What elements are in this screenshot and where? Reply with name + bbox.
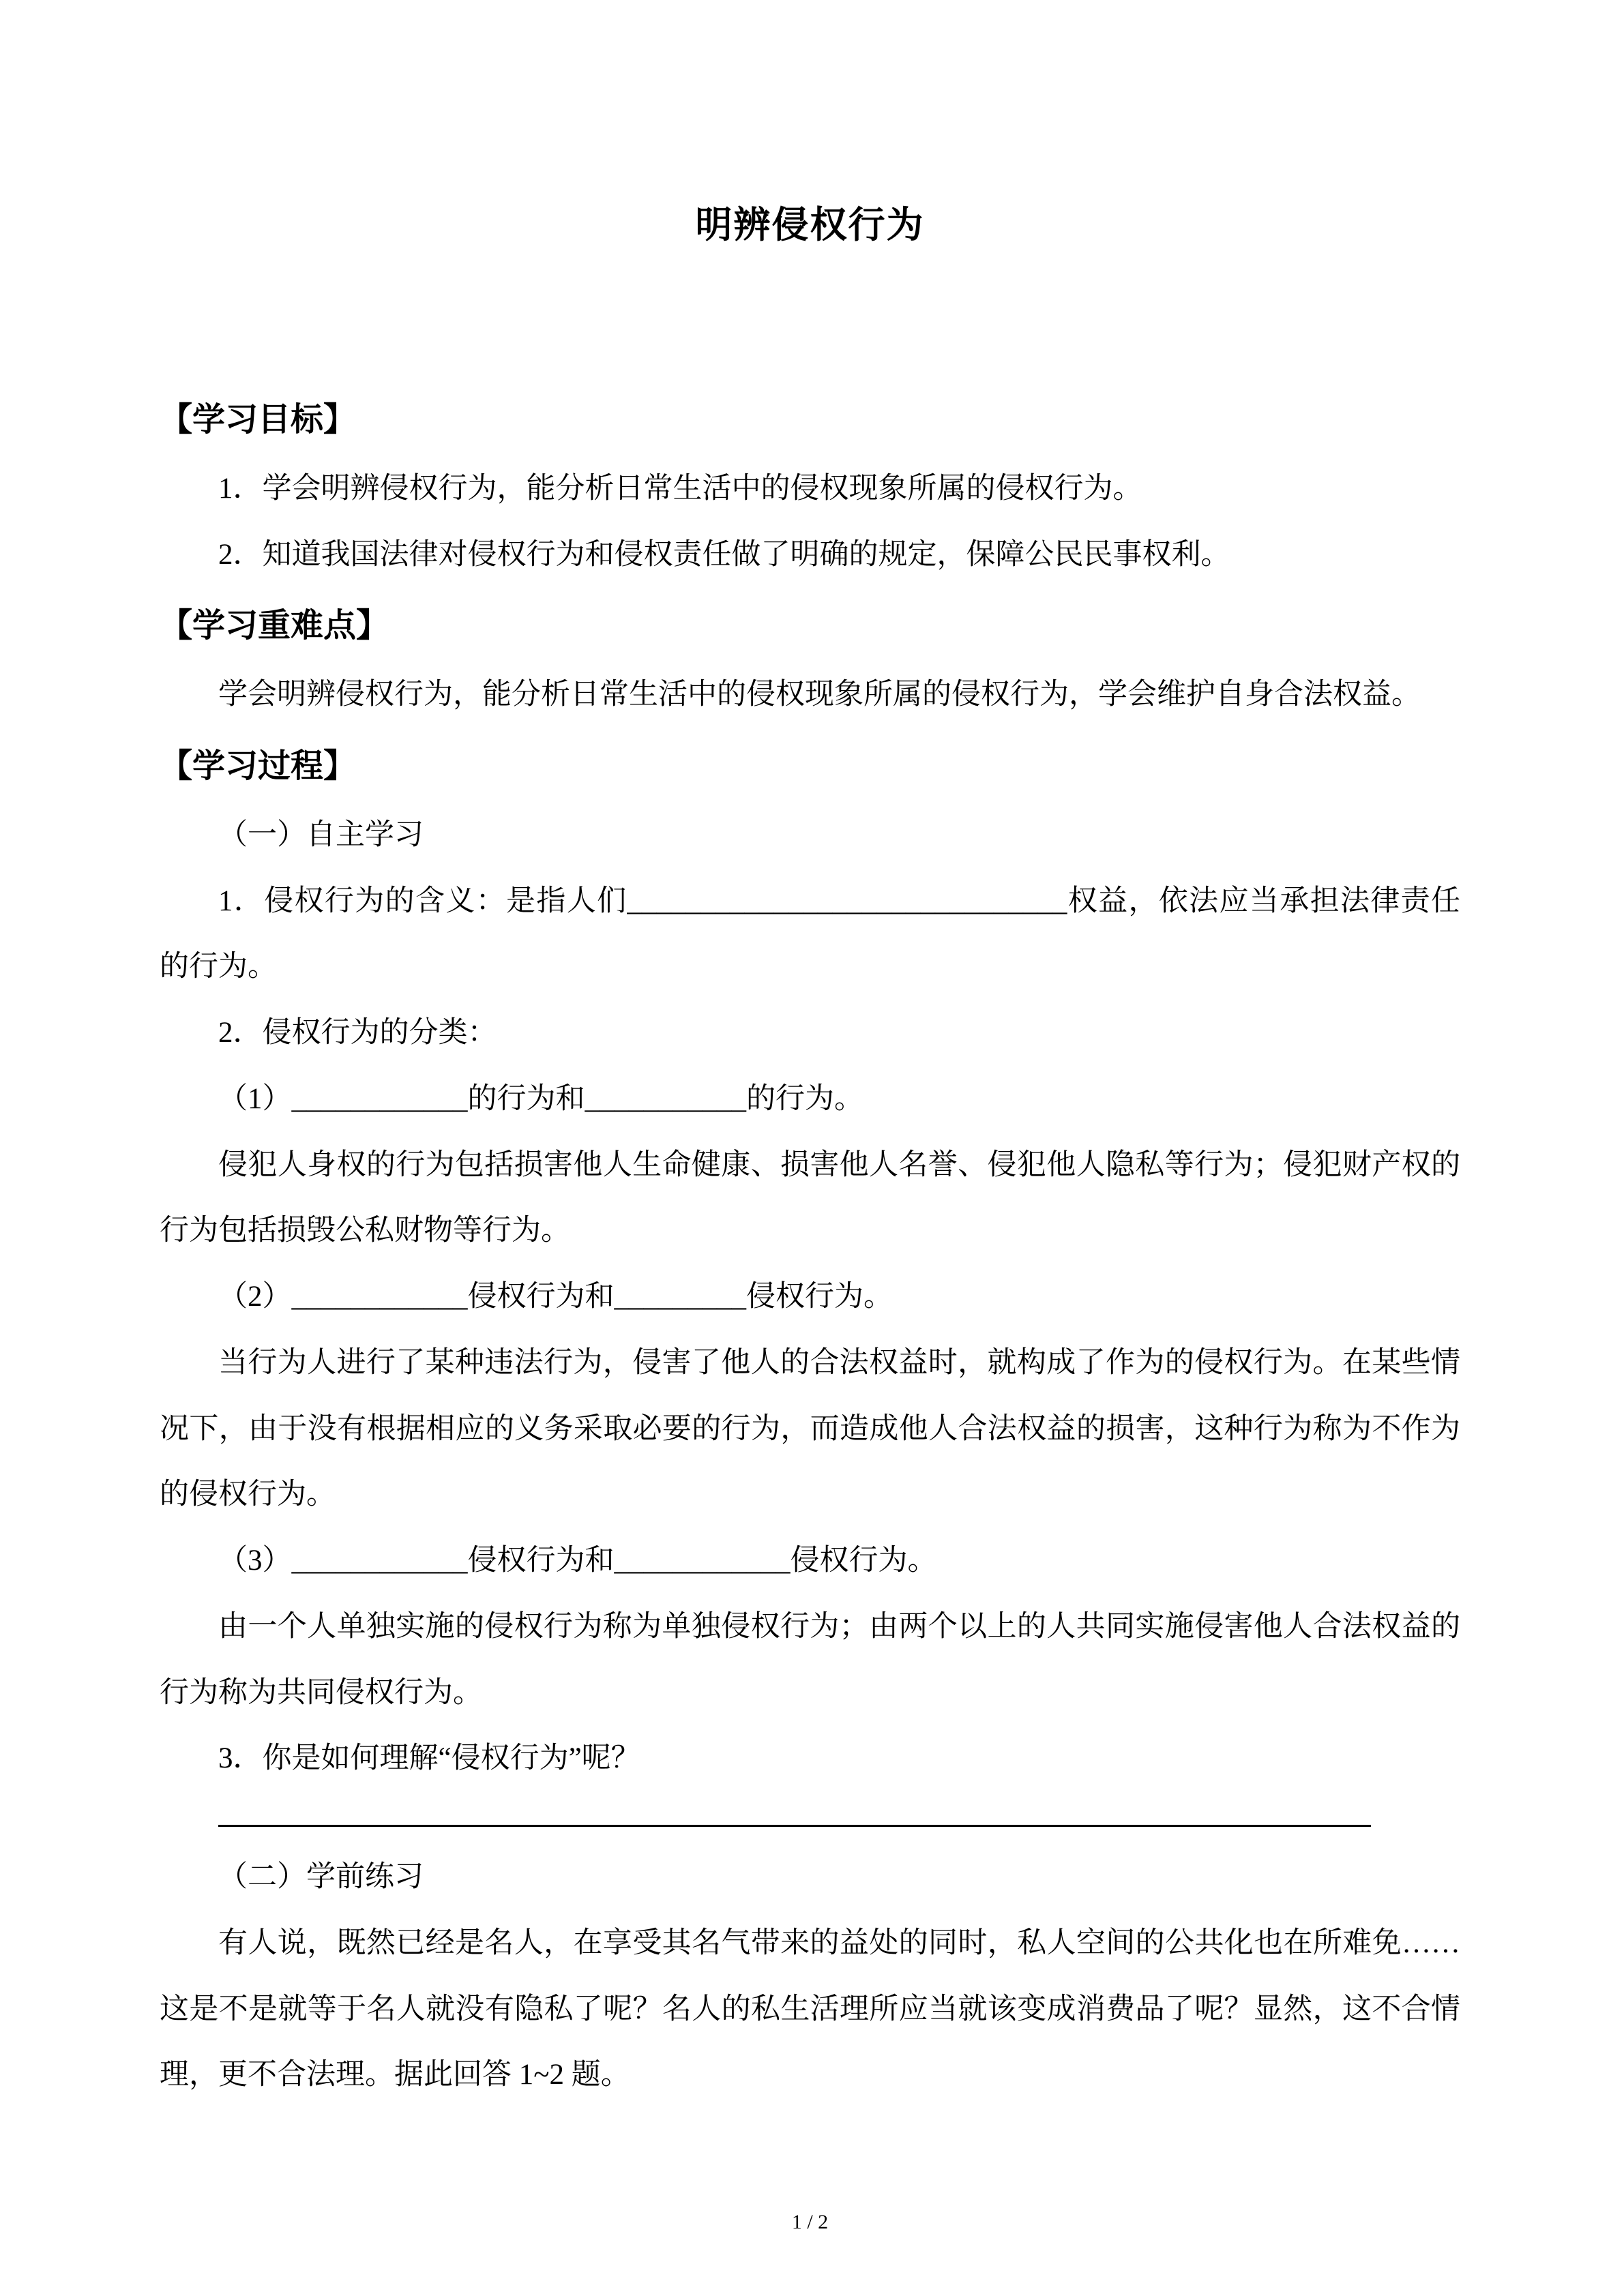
classification-blank-2: （2）____________侵权行为和_________侵权行为。 [218,1281,893,1313]
classification-blank-3: （3）____________侵权行为和____________侵权行为。 [218,1545,937,1577]
classification-explanation-2: 当行为人进行了某种违法行为，侵害了他人的合法权益时，就构成了作为的侵权行为。在某些情况下，由于没有根据相应的义务采取必要的行为，而造成他人合法权益的损害，这种行为称为不作为的侵权行为。 [160,1346,1460,1511]
classification-explanation-1: 侵犯人身权的行为包括损害他人生命健康、损害他人名誉、侵犯他人隐私等行为；侵犯财产权的行为包括损毁公私财物等行为。 [160,1148,1460,1247]
classification-explanation-3: 由一个人单独实施的侵权行为称为单独侵权行为；由两个以上的人共同实施侵害他人合法权益的行为称为共同侵权行为。 [160,1610,1460,1709]
objective-item-1: 1．学会明辨侵权行为，能分析日常生活中的侵权现象所属的侵权行为。 [218,472,1142,505]
answer-line [218,1825,1371,1827]
section-heading-objectives: 【学习目标】 [160,402,357,438]
classification-blank-1: （1）____________的行为和___________的行为。 [218,1082,863,1115]
document-title: 明辨侵权行为 [695,205,925,245]
classification-intro: 2．侵权行为的分类： [218,1017,497,1049]
subsection-title-self-study: （一）自主学习 [218,818,424,851]
section-heading-key-points: 【学习重难点】 [160,608,389,644]
section-heading-process: 【学习过程】 [160,748,357,785]
definition-fill-blank: 1．侵权行为的含义：是指人们______________________________权益，依法应当承担法律责任的行为。 [160,884,1460,983]
key-points-text: 学会明辨侵权行为，能分析日常生活中的侵权现象所属的侵权行为，学会维护自身合法权益。 [218,679,1421,711]
subsection-title-pre-practice: （二）学前练习 [218,1861,424,1894]
objective-item-2: 2．知道我国法律对侵权行为和侵权责任做了明确的规定，保障公民民事权利。 [218,538,1230,571]
pre-practice-scenario: 有人说，既然已经是名人，在享受其名气带来的益处的同时，私人空间的公共化也在所难免……这是不是就等于名人就没有隐私了呢？名人的私生活理所应当就该变成消费品了呢？显然，这不合情理，更不合法理。据此回答 1~2 题。 [160,1926,1460,2091]
page-number: 1 / 2 [791,2211,829,2233]
comprehension-question: 3．你是如何理解“侵权行为”呢？ [218,1742,640,1775]
